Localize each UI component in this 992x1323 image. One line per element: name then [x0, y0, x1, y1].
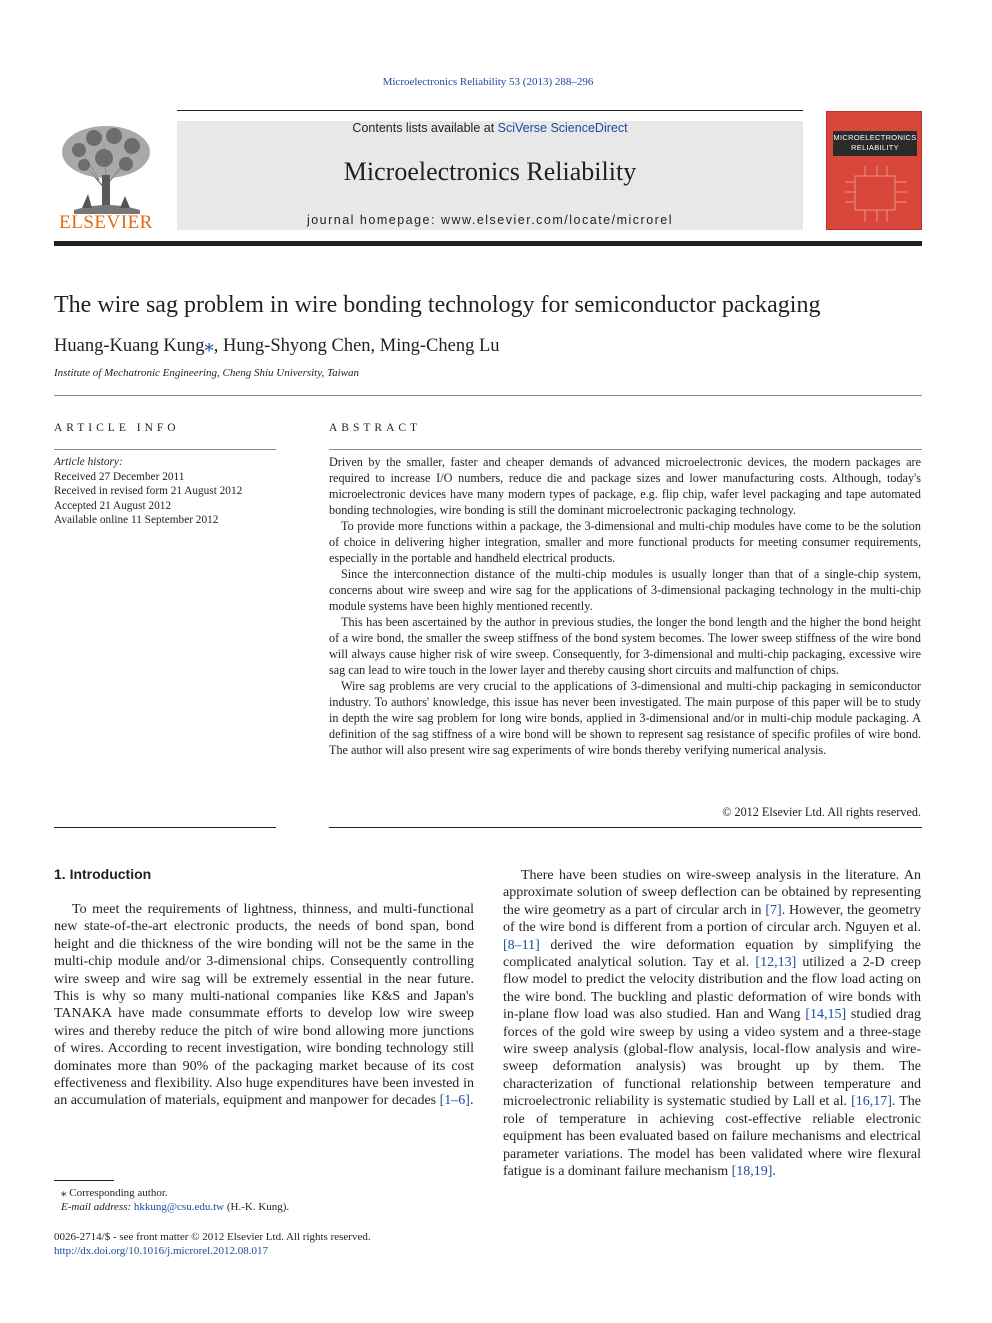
body-text: There have been studies on wire-sweep analysis in the literature. An approximate solution of sweep deflection can be obtained by representing the wire geometry as a part of circular arch in	[503, 868, 921, 918]
reference-link[interactable]: [16,17]	[851, 1094, 892, 1110]
abstract-bottom-rule	[329, 827, 922, 828]
reference-link[interactable]: [18,19]	[731, 1163, 773, 1179]
history-label: Article history:	[54, 456, 123, 468]
author-list	[54, 335, 500, 357]
body-text: .	[772, 1163, 776, 1179]
revised-date: Received in revised form 21 August 2012	[54, 485, 243, 497]
body-paragraph	[54, 901, 474, 1110]
body-text: . The role of temperature in achieving cost-effective reliable electronic equipment has been evaluated based on failure mechanisms and electrical parameter variations. The model has been validated where wire flexural fatigue is a dominant failure mechanism	[503, 1094, 921, 1179]
reference-link[interactable]: [7]	[765, 902, 782, 918]
journal-citation[interactable]: Microelectronics Reliability 53 (2013) 288–296	[382, 76, 594, 88]
body-column-right	[503, 867, 921, 1180]
body-text: derived the wire deformation equation by simplifying the complicated analytical solution. Tay et al.	[503, 937, 921, 971]
contents-prefix: Contents lists available at	[352, 121, 498, 135]
abstract-paragraph: Since the interconnection distance of the multi-chip modules is usually longer than that of a single-chip system, concerns about wire sweep and wire sag for the applications of 3-dimensional packaging technology in the multi-chip module systems have been highly mentioned recently.	[329, 567, 921, 613]
header-bottom-rule	[54, 241, 922, 246]
title-rule	[54, 395, 922, 396]
article-info-rule	[54, 449, 276, 450]
journal-cover-image[interactable]	[826, 111, 922, 230]
cover-circuit-graphic	[837, 164, 913, 224]
body-text: utilized a 2-D creep flow model to predict the velocity distribution and the flow load acting on the wire bond. The buckling and plastic deformation of wire bonds with in-plane flow load was also studied. Han and Wang	[503, 955, 922, 1023]
corresponding-author-footnote	[54, 1186, 289, 1214]
abstract-copyright: © 2012 Elsevier Ltd. All rights reserved.	[722, 805, 921, 819]
abstract-text	[329, 454, 921, 758]
author-email-link[interactable]: hkkung@csu.edu.tw	[133, 1201, 225, 1213]
article-info-bottom-rule	[54, 827, 276, 828]
abstract-paragraph: Driven by the smaller, faster and cheaper demands of advanced microelectronic devices, the modern packages are required to increase I/O numbers, reduce die and package sizes and lower manufacturing costs. Although, today's microelectronic devices have many modern types of package, e.g. flip chip, wafer level packaging and tape automated bonding technologies, wire bonding is still the dominant microelectronic packaging technology.	[329, 455, 921, 517]
section-heading-introduction: 1. Introduction	[54, 866, 152, 882]
received-date: Received 27 December 2011	[54, 470, 185, 483]
footnote-corresponding: Corresponding author.	[66, 1187, 168, 1199]
coauthor-names: , Hung-Shyong Chen, Ming-Cheng Lu	[213, 336, 500, 356]
cover-title	[833, 133, 917, 153]
page-footer	[54, 1230, 371, 1258]
article-info-heading: ARTICLE INFO	[54, 422, 180, 434]
footnote-mark: ⁎	[61, 1187, 67, 1199]
footnote-rule	[54, 1180, 114, 1181]
online-date: Available online 11 September 2012	[54, 514, 219, 526]
cover-title-line2: RELIABILITY	[851, 143, 899, 152]
article-history	[54, 455, 284, 528]
accepted-date: Accepted 21 August 2012	[54, 499, 172, 512]
footnote-email-line	[54, 1200, 289, 1214]
header-top-rule	[177, 110, 803, 111]
doi-link[interactable]: http://dx.doi.org/10.1016/j.microrel.2012.08.017	[54, 1245, 268, 1257]
abstract-rule	[329, 449, 922, 450]
sciencedirect-link[interactable]: SciVerse ScienceDirect	[497, 121, 628, 135]
abstract-paragraph: Wire sag problems are very crucial to the applications of 3-dimensional and multi-chip packaging in semiconductor industry. To authors' knowledge, this issue has never been investigated. The main purpose of this paper will be to study in depth the wire sag problem for long wire bonds, applied in 3-dimensional and/or in multi-chip module packaging. A definition of the sag stiffness of a wire bond will be shown to represent sag resistance of specific profiles of wire bond. The author will also present wire sag experiments of wire bonds thereby verifying numerical analysis.	[329, 679, 921, 757]
abstract-paragraph: To provide more functions within a package, the 3-dimensional and multi-chip modules have come to be the solution of choice in delivering higher integration, smaller and more functional products for meeting consumer requirements, especially in the portable and handheld electrical products.	[329, 519, 921, 565]
body-text: To meet the requirements of lightness, thinness, and multi-functional new state-of-the-art electronic products, the needs of bond span, bond height and die thickness of the wire bonding will not be the same in the multi-chip module and/or 3-dimensional chips. Consequently controlling wire sweep and wire sag will be extremely essential in the near future. This is why so many multi-national companies like K&S and Japan's TANAKA have made consummate efforts to develop low wire sweep wires and thereby reduce the pitch of wire bond allowing more junctions of wires. According to recent investigation, wire bonding technology still dominates more than 90% of the packaging market because of its cost effectiveness and flexibility. Also huge expenditures have been invested in an accumulation of materials, equipment and manpower for decades	[54, 902, 474, 1109]
cover-title-line1: MICROELECTRONICS	[833, 133, 917, 142]
body-column-left	[54, 901, 474, 1110]
abstract-paragraph: This has been ascertained by the author in previous studies, the longer the bond length and the higher the bond height of a wire bond, the smaller the sweep stiffness of the bond system becomes. The lower sweep stiffness of the wire bond will always cause higher risk of wire sweep. Consequently, for 3-dimensional and multi-chip packaging, excessive wire sag can lead to wire touch in the lower layer and thereby causing short circuits and malfunction of chips.	[329, 615, 921, 677]
email-suffix: (H.-K. Kung).	[224, 1201, 290, 1213]
journal-homepage[interactable]: journal homepage: www.elsevier.com/locate/microrel	[306, 213, 674, 227]
contents-line	[177, 121, 803, 135]
body-paragraph	[503, 867, 921, 1180]
body-text: studied drag forces of the gold wire sweep by using a video system and a three-stage wire sweep analysis (global-flow analysis, local-flow analysis and wire-sweep deformation analysis) was brought up by them. The characterization of functional relationship between temperature and microelectronic reliability is systematic studied by Lall et al.	[503, 1007, 921, 1110]
reference-link[interactable]: [8–11]	[503, 937, 540, 953]
author-name[interactable]: Huang-Kuang Kung	[54, 336, 205, 356]
reference-link[interactable]: [14,15]	[805, 1007, 847, 1023]
paper-title: The wire sag problem in wire bonding technology for semiconductor packaging	[54, 292, 821, 318]
reference-link[interactable]: [12,13]	[755, 955, 797, 971]
elsevier-wordmark[interactable]: ELSEVIER	[59, 212, 153, 233]
body-text: .	[469, 1093, 474, 1109]
footnote-line	[54, 1186, 289, 1200]
journal-title: Microelectronics Reliability	[343, 157, 637, 186]
abstract-heading: ABSTRACT	[329, 422, 422, 434]
body-text: . However, the geometry of the wire bond is different from a portion of circular arch. Nguyen et al.	[503, 902, 921, 936]
issn-line: 0026-2714/$ - see front matter © 2012 Elsevier Ltd. All rights reserved.	[54, 1231, 371, 1243]
email-label: E-mail address:	[61, 1201, 134, 1213]
affiliation: Institute of Mechatronic Engineering, Cheng Shiu University, Taiwan	[54, 367, 360, 379]
reference-link[interactable]: [1–6]	[439, 1093, 470, 1109]
corresponding-author-mark[interactable]: ⁎	[204, 336, 214, 356]
